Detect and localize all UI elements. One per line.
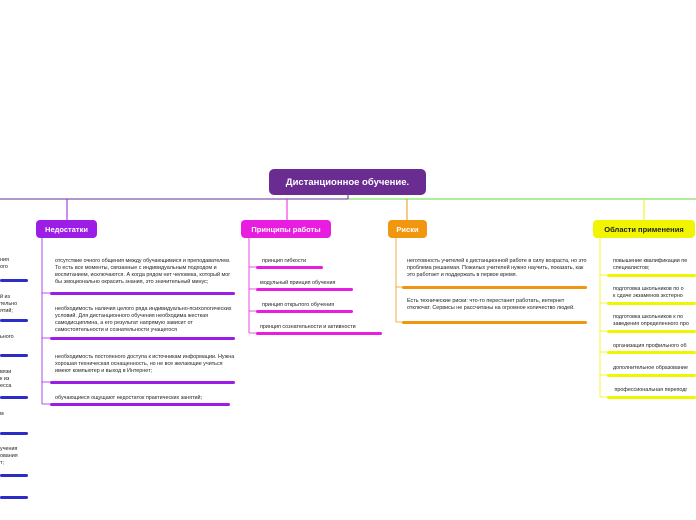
leaf-underline (256, 288, 353, 291)
list-item[interactable]: м (0, 411, 4, 417)
leaf-underline (50, 403, 230, 406)
leaf-underline (256, 332, 382, 335)
leaf-underline (0, 474, 28, 477)
list-item[interactable]: дополнительное образование (613, 365, 688, 371)
leaf-underline (256, 310, 353, 313)
list-item[interactable]: ния ого (0, 257, 9, 271)
branch-riski[interactable]: Риски (388, 220, 427, 238)
list-item[interactable]: Есть технические риски: что-то перестанет работать, интернет отключат. Сервисы не рассчитаны на огромное количество людей. (407, 298, 575, 312)
leaf-underline (607, 302, 696, 305)
leaf-underline (0, 279, 28, 282)
leaf-underline (0, 432, 28, 435)
list-item[interactable]: модульный принцип обучения (260, 280, 336, 286)
leaf-underline (0, 396, 28, 399)
leaf-underline (607, 396, 696, 399)
list-item[interactable]: отсутствие очного общения между обучающимися и преподавателем. То есть все моменты, связанные с индивидуальным подходом и воспитанием, исключаются. А когда рядом нет человека, который мог бы эмоционально окрасить знания, это значительный минус; (55, 258, 231, 286)
list-item[interactable]: профессиональная переподг (613, 387, 688, 393)
leaf-underline (0, 354, 28, 357)
list-item[interactable]: повышение квалификации пе специалистов; (613, 258, 688, 272)
leaf-underline (607, 330, 696, 333)
leaf-underline (607, 351, 696, 354)
list-item[interactable]: принцип гибкости (262, 258, 307, 264)
leaf-underline (402, 321, 587, 324)
list-item[interactable]: вязи к из есса (0, 369, 12, 390)
list-item[interactable]: учения ования т; (0, 446, 18, 467)
list-item[interactable]: неготовность учителей к дистанционной работе в силу возраста, но это проблема решаемая. Пожилых учителей нужно научить, показать, как это работает и поддержать в первое время. (407, 258, 587, 279)
list-item[interactable]: необходимость постоянного доступа к источникам информации. Нужна хорошая техническая оснащенность, но не все желающие учиться имеют компьютер и выход в Интернет; (55, 354, 235, 375)
branch-nedostatki[interactable]: Недостатки (36, 220, 97, 238)
leaf-underline (50, 381, 235, 384)
root-topic[interactable]: Дистанционное обучение. (269, 169, 426, 195)
leaf-underline (256, 266, 323, 269)
list-item[interactable]: необходимость наличия целого ряда индивидуально-психологических условий. Для дистанционного обучения необходима жесткая самодисциплина, а его результат напрямую зависит от самостоятельности и сознательности учащегося (55, 306, 232, 334)
leaf-underline (607, 374, 696, 377)
leaf-underline (607, 274, 696, 277)
list-item[interactable]: организация профильного об (613, 343, 687, 349)
list-item[interactable]: й из тельно ятий; (0, 294, 18, 315)
branch-principy[interactable]: Принципы работы (241, 220, 331, 238)
list-item[interactable]: принцип открытого обучения (262, 302, 335, 308)
list-item[interactable]: обучающиеся ощущают недостаток практических занятий; (55, 395, 203, 401)
list-item[interactable]: подготовка школьников по о к сдаче экзаменов экстерно (613, 286, 684, 300)
branch-oblasti[interactable]: Области применения (593, 220, 695, 238)
list-item[interactable]: принцип сознательности и активности (260, 324, 356, 330)
leaf-underline (50, 337, 235, 340)
list-item[interactable]: ьного (0, 334, 14, 340)
leaf-underline (402, 286, 587, 289)
leaf-underline (0, 496, 28, 499)
leaf-underline (50, 292, 235, 295)
leaf-underline (0, 319, 28, 322)
list-item[interactable]: подготовка школьников к по заведения определенного про (613, 314, 689, 328)
